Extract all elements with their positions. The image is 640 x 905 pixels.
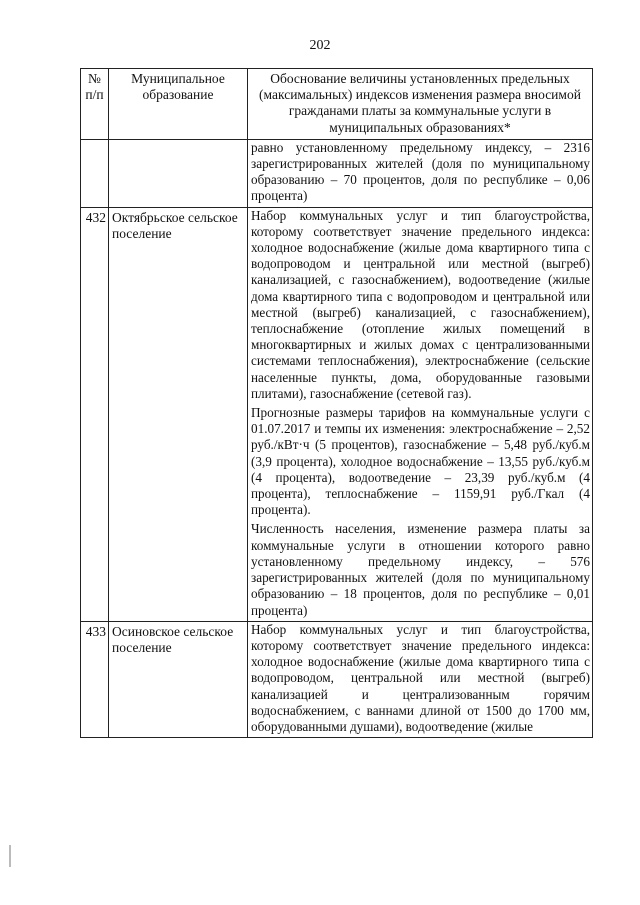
justification-paragraph: равно установленному предельному индексу, – 2316 зарегистрированных жителей (доля по муниципальному образованию – 70 процентов, доля по республике – 0,06 процента) xyxy=(251,139,590,204)
cell-number: 433 xyxy=(81,621,109,737)
cell-justification xyxy=(248,621,593,737)
table-row xyxy=(81,621,593,737)
justification-paragraph: Численность населения, изменение размера платы за коммунальные услуги в отношении которого равно установленному предельному индексу, – 576 зарегистрированных жителей (доля по муниципальному образованию – 18 процентов, доля по республике – 0,01 процента) xyxy=(251,521,590,618)
cell-municipality: Октябрьское сельское поселение xyxy=(109,207,248,621)
justification-paragraph: Прогнозные размеры тарифов на коммунальные услуги с 01.07.2017 и темпы их изменения: электроснабжение – 2,52 руб./кВт·ч (5 процентов), газоснабжение – 5,48 руб./куб.м (3,9 процента), холодное водоснабжение – 13,55 руб./куб.м (4 процента), водоотведение – 23,39 руб./куб.м (4 процента), теплоснабжение – 1159,91 руб./Гкал (4 процента). xyxy=(251,405,590,518)
table-row xyxy=(81,207,593,621)
header-municipality: Муниципальное образование xyxy=(109,69,248,140)
justification-paragraph: Набор коммунальных услуг и тип благоустройства, которому соответствует значение предельного индекса: холодное водоснабжение (жилые дома квартирного типа с водопроводом, центральной или местной (выгреб) канализацией и централизованным горячим водоснабжением, с ваннами длиной от 1500 до 1700 мм, оборудованными душами), водоотведение (жилые xyxy=(251,621,590,734)
page-number: 202 xyxy=(309,38,331,53)
justification-paragraph: Набор коммунальных услуг и тип благоустройства, которому соответствует значение предельного индекса: холодное водоснабжение (жилые дома квартирного типа с водопроводом и центральной или местной (выгреб) канализацией, с газоснабжением), водоотведение (жилые дома квартирного типа с водопроводом и центральной или местной (выгреб) канализацией, с газоснабжением), теплоснабжение (отопление жилых помещений в многоквартирных и жилых домах с централизованными системами теплоснабжения), электроснабжение (сельские населенные пункты, дома, оборудованные газовыми плитами), газоснабжение (сетевой газ). xyxy=(251,207,590,401)
cell-justification xyxy=(248,207,593,621)
cell-municipality: Осиновское сельское поселение xyxy=(109,621,248,737)
table-row-continuation xyxy=(81,139,593,207)
header-justification: Обоснование величины установленных предельных (максимальных) индексов изменения размера вносимой гражданами платы за коммунальные услуги в муниципальных образованиях* xyxy=(248,69,593,140)
cell-municipality xyxy=(109,139,248,207)
cell-number: 432 xyxy=(81,207,109,621)
scan-edge-mark xyxy=(9,845,11,867)
cell-justification xyxy=(248,139,593,207)
tariff-index-table xyxy=(80,68,593,738)
cell-number xyxy=(81,139,109,207)
header-number: № п/п xyxy=(81,69,109,140)
table-header-row xyxy=(81,69,593,140)
